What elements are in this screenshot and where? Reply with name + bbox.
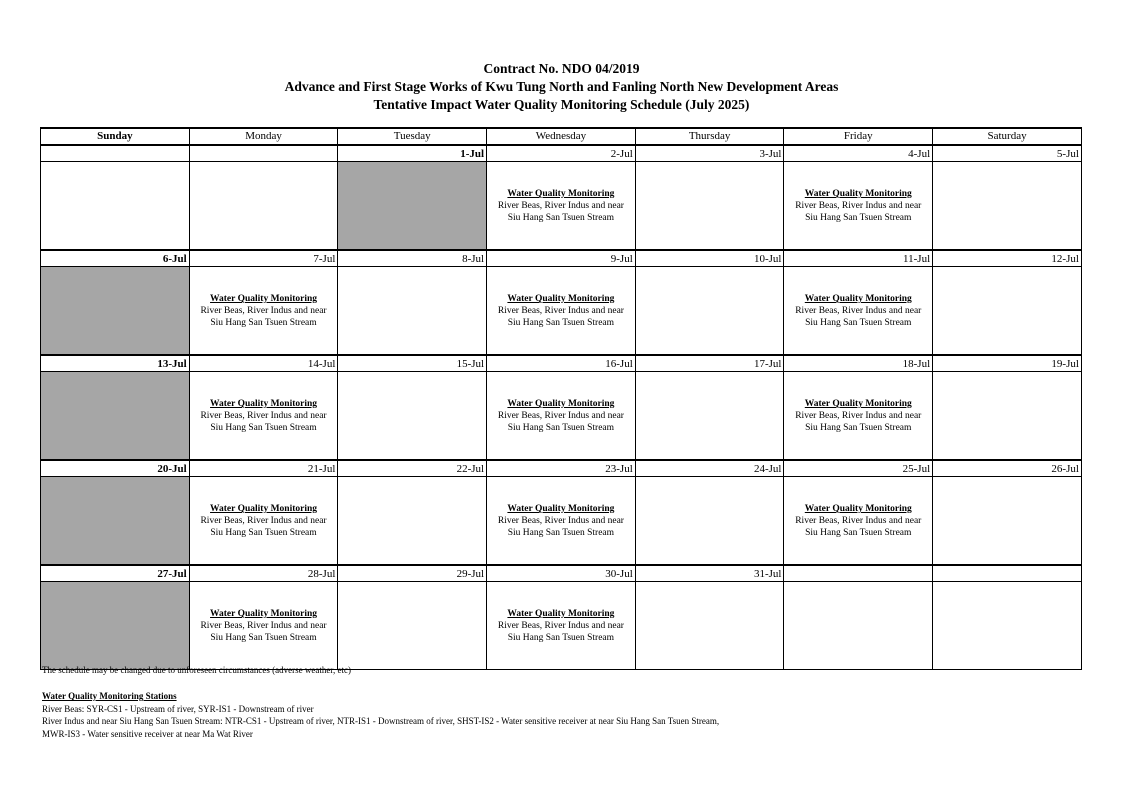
monitoring-location: Siu Hang San Tsuen Stream bbox=[507, 318, 615, 328]
date-cell: 19-Jul bbox=[933, 355, 1082, 372]
day-content-row bbox=[41, 267, 1082, 356]
empty-day-cell bbox=[635, 372, 784, 461]
date-cell: 23-Jul bbox=[487, 460, 636, 477]
monitoring-location: River Beas, River Indus and near bbox=[497, 201, 624, 211]
monitoring-heading: Water Quality Monitoring bbox=[210, 609, 318, 619]
monitoring-entry bbox=[487, 608, 635, 644]
monitoring-location: Siu Hang San Tsuen Stream bbox=[210, 423, 317, 433]
empty-day-cell bbox=[41, 162, 190, 251]
empty-day-cell bbox=[635, 582, 784, 670]
day-content-row bbox=[41, 372, 1082, 461]
monitoring-day-cell bbox=[487, 162, 636, 251]
empty-day-cell bbox=[338, 267, 487, 356]
monitoring-day-cell bbox=[487, 582, 636, 670]
date-cell: 25-Jul bbox=[784, 460, 933, 477]
monitoring-location: Siu Hang San Tsuen Stream bbox=[507, 423, 615, 433]
monitoring-heading: Water Quality Monitoring bbox=[507, 609, 615, 619]
monitoring-heading: Water Quality Monitoring bbox=[507, 294, 615, 304]
date-cell bbox=[189, 145, 338, 162]
contract-number-title: Contract No. NDO 04/2019 bbox=[483, 61, 640, 76]
non-working-day-cell bbox=[41, 582, 190, 670]
weekday-header: Thursday bbox=[635, 128, 784, 145]
date-cell bbox=[41, 145, 190, 162]
weekday-header-row bbox=[41, 128, 1082, 145]
monitoring-heading: Water Quality Monitoring bbox=[210, 294, 318, 304]
monitoring-location: River Beas, River Indus and near bbox=[795, 306, 922, 316]
date-cell: 27-Jul bbox=[41, 565, 190, 582]
monitoring-location: River Beas, River Indus and near bbox=[200, 621, 327, 631]
date-cell: 5-Jul bbox=[933, 145, 1082, 162]
weekday-header: Sunday bbox=[41, 128, 190, 145]
project-title: Advance and First Stage Works of Kwu Tung North and Fanling North New Development Areas bbox=[284, 79, 839, 94]
monitoring-location: River Beas, River Indus and near bbox=[200, 306, 327, 316]
monitoring-day-cell bbox=[189, 372, 338, 461]
date-cell: 24-Jul bbox=[635, 460, 784, 477]
monitoring-heading: Water Quality Monitoring bbox=[210, 399, 318, 409]
date-cell: 22-Jul bbox=[338, 460, 487, 477]
date-cell: 20-Jul bbox=[41, 460, 190, 477]
date-cell bbox=[933, 565, 1082, 582]
monitoring-location: River Beas, River Indus and near bbox=[497, 306, 624, 316]
monitoring-location: Siu Hang San Tsuen Stream bbox=[210, 528, 317, 538]
monitoring-heading: Water Quality Monitoring bbox=[507, 399, 615, 409]
monitoring-location: Siu Hang San Tsuen Stream bbox=[805, 528, 912, 538]
monitoring-heading: Water Quality Monitoring bbox=[804, 504, 912, 514]
day-content-row bbox=[41, 582, 1082, 670]
document-title-block bbox=[0, 60, 1123, 114]
weekday-header: Saturday bbox=[933, 128, 1082, 145]
monitoring-entry bbox=[487, 398, 635, 434]
date-cell: 15-Jul bbox=[338, 355, 487, 372]
date-cell: 3-Jul bbox=[635, 145, 784, 162]
date-row bbox=[41, 355, 1082, 372]
monitoring-entry bbox=[487, 293, 635, 329]
monitoring-heading: Water Quality Monitoring bbox=[507, 504, 615, 514]
stations-line: River Indus and near Siu Hang San Tsuen Stream: NTR-CS1 - Upstream of river, NTR-IS1 - Downstream of river, SHST-IS2 - Water sensitive receiver at near Siu Hang San Tsuen Stream, bbox=[42, 716, 720, 726]
monitoring-entry bbox=[190, 398, 338, 434]
day-content-row bbox=[41, 162, 1082, 251]
monitoring-day-cell bbox=[784, 162, 933, 251]
monitoring-location: Siu Hang San Tsuen Stream bbox=[507, 213, 615, 223]
monitoring-location: Siu Hang San Tsuen Stream bbox=[805, 423, 912, 433]
monitoring-entry bbox=[190, 293, 338, 329]
empty-day-cell bbox=[933, 267, 1082, 356]
day-content-row bbox=[41, 477, 1082, 566]
monitoring-day-cell bbox=[784, 477, 933, 566]
empty-day-cell bbox=[338, 582, 487, 670]
schedule-title: Tentative Impact Water Quality Monitoring Schedule (July 2025) bbox=[373, 97, 750, 112]
empty-day-cell bbox=[635, 162, 784, 251]
monitoring-location: River Beas, River Indus and near bbox=[497, 621, 624, 631]
calendar-body bbox=[41, 145, 1082, 670]
empty-day-cell bbox=[338, 477, 487, 566]
monitoring-day-cell bbox=[487, 267, 636, 356]
monitoring-entry bbox=[190, 608, 338, 644]
date-cell: 13-Jul bbox=[41, 355, 190, 372]
monitoring-location: Siu Hang San Tsuen Stream bbox=[210, 633, 317, 643]
monitoring-calendar bbox=[40, 127, 1082, 670]
date-cell bbox=[784, 565, 933, 582]
monitoring-entry bbox=[487, 188, 635, 224]
weekday-header: Wednesday bbox=[487, 128, 636, 145]
monitoring-location: Siu Hang San Tsuen Stream bbox=[805, 213, 912, 223]
monitoring-location: River Beas, River Indus and near bbox=[795, 411, 922, 421]
monitoring-location: River Beas, River Indus and near bbox=[795, 516, 922, 526]
monitoring-heading: Water Quality Monitoring bbox=[507, 189, 615, 199]
empty-day-cell bbox=[635, 267, 784, 356]
non-working-day-cell bbox=[41, 372, 190, 461]
monitoring-location: River Beas, River Indus and near bbox=[200, 516, 327, 526]
monitoring-location: River Beas, River Indus and near bbox=[795, 201, 922, 211]
empty-day-cell bbox=[189, 162, 338, 251]
date-cell: 7-Jul bbox=[189, 250, 338, 267]
stations-heading: Water Quality Monitoring Stations bbox=[42, 691, 177, 701]
date-cell: 11-Jul bbox=[784, 250, 933, 267]
date-cell: 2-Jul bbox=[487, 145, 636, 162]
schedule-footnote: The schedule may be changed due to unforeseen circumstances (adverse weather, etc) bbox=[42, 665, 351, 675]
monitoring-heading: Water Quality Monitoring bbox=[804, 189, 912, 199]
stations-line: River Beas: SYR-CS1 - Upstream of river, SYR-IS1 - Downstream of river bbox=[42, 703, 314, 714]
monitoring-entry bbox=[190, 503, 338, 539]
date-cell: 6-Jul bbox=[41, 250, 190, 267]
monitoring-location: Siu Hang San Tsuen Stream bbox=[507, 633, 615, 643]
date-cell: 12-Jul bbox=[933, 250, 1082, 267]
empty-day-cell bbox=[784, 582, 933, 670]
date-row bbox=[41, 250, 1082, 267]
monitoring-heading: Water Quality Monitoring bbox=[210, 504, 318, 514]
date-cell: 29-Jul bbox=[338, 565, 487, 582]
weekday-header: Monday bbox=[189, 128, 338, 145]
monitoring-entry bbox=[784, 503, 932, 539]
non-working-day-cell bbox=[41, 477, 190, 566]
monitoring-day-cell bbox=[487, 372, 636, 461]
monitoring-entry bbox=[784, 398, 932, 434]
stations-line: MWR-IS3 - Water sensitive receiver at near Ma Wat River bbox=[42, 728, 253, 739]
date-cell: 14-Jul bbox=[189, 355, 338, 372]
date-cell: 26-Jul bbox=[933, 460, 1082, 477]
date-cell: 30-Jul bbox=[487, 565, 636, 582]
date-cell: 17-Jul bbox=[635, 355, 784, 372]
monitoring-day-cell bbox=[189, 582, 338, 670]
monitoring-entry bbox=[487, 503, 635, 539]
date-row bbox=[41, 460, 1082, 477]
empty-day-cell bbox=[933, 582, 1082, 670]
weekday-header: Tuesday bbox=[338, 128, 487, 145]
date-cell: 8-Jul bbox=[338, 250, 487, 267]
monitoring-heading: Water Quality Monitoring bbox=[804, 399, 912, 409]
monitoring-location: Siu Hang San Tsuen Stream bbox=[507, 528, 615, 538]
date-cell: 4-Jul bbox=[784, 145, 933, 162]
monitoring-location: River Beas, River Indus and near bbox=[497, 516, 624, 526]
weekday-header: Friday bbox=[784, 128, 933, 145]
date-cell: 28-Jul bbox=[189, 565, 338, 582]
monitoring-day-cell bbox=[784, 372, 933, 461]
non-working-day-cell bbox=[338, 162, 487, 251]
monitoring-location: Siu Hang San Tsuen Stream bbox=[210, 318, 317, 328]
date-cell: 10-Jul bbox=[635, 250, 784, 267]
monitoring-day-cell bbox=[189, 477, 338, 566]
date-cell: 1-Jul bbox=[338, 145, 487, 162]
monitoring-day-cell bbox=[784, 267, 933, 356]
monitoring-location: River Beas, River Indus and near bbox=[200, 411, 327, 421]
date-cell: 21-Jul bbox=[189, 460, 338, 477]
date-cell: 9-Jul bbox=[487, 250, 636, 267]
monitoring-entry bbox=[784, 293, 932, 329]
date-row bbox=[41, 145, 1082, 162]
non-working-day-cell bbox=[41, 267, 190, 356]
empty-day-cell bbox=[933, 372, 1082, 461]
monitoring-location: Siu Hang San Tsuen Stream bbox=[805, 318, 912, 328]
monitoring-location: River Beas, River Indus and near bbox=[497, 411, 624, 421]
stations-legend bbox=[42, 690, 719, 740]
date-cell: 16-Jul bbox=[487, 355, 636, 372]
date-row bbox=[41, 565, 1082, 582]
date-cell: 18-Jul bbox=[784, 355, 933, 372]
monitoring-heading: Water Quality Monitoring bbox=[804, 294, 912, 304]
empty-day-cell bbox=[338, 372, 487, 461]
date-cell: 31-Jul bbox=[635, 565, 784, 582]
monitoring-day-cell bbox=[189, 267, 338, 356]
empty-day-cell bbox=[933, 477, 1082, 566]
monitoring-day-cell bbox=[487, 477, 636, 566]
empty-day-cell bbox=[933, 162, 1082, 251]
empty-day-cell bbox=[635, 477, 784, 566]
monitoring-entry bbox=[784, 188, 932, 224]
